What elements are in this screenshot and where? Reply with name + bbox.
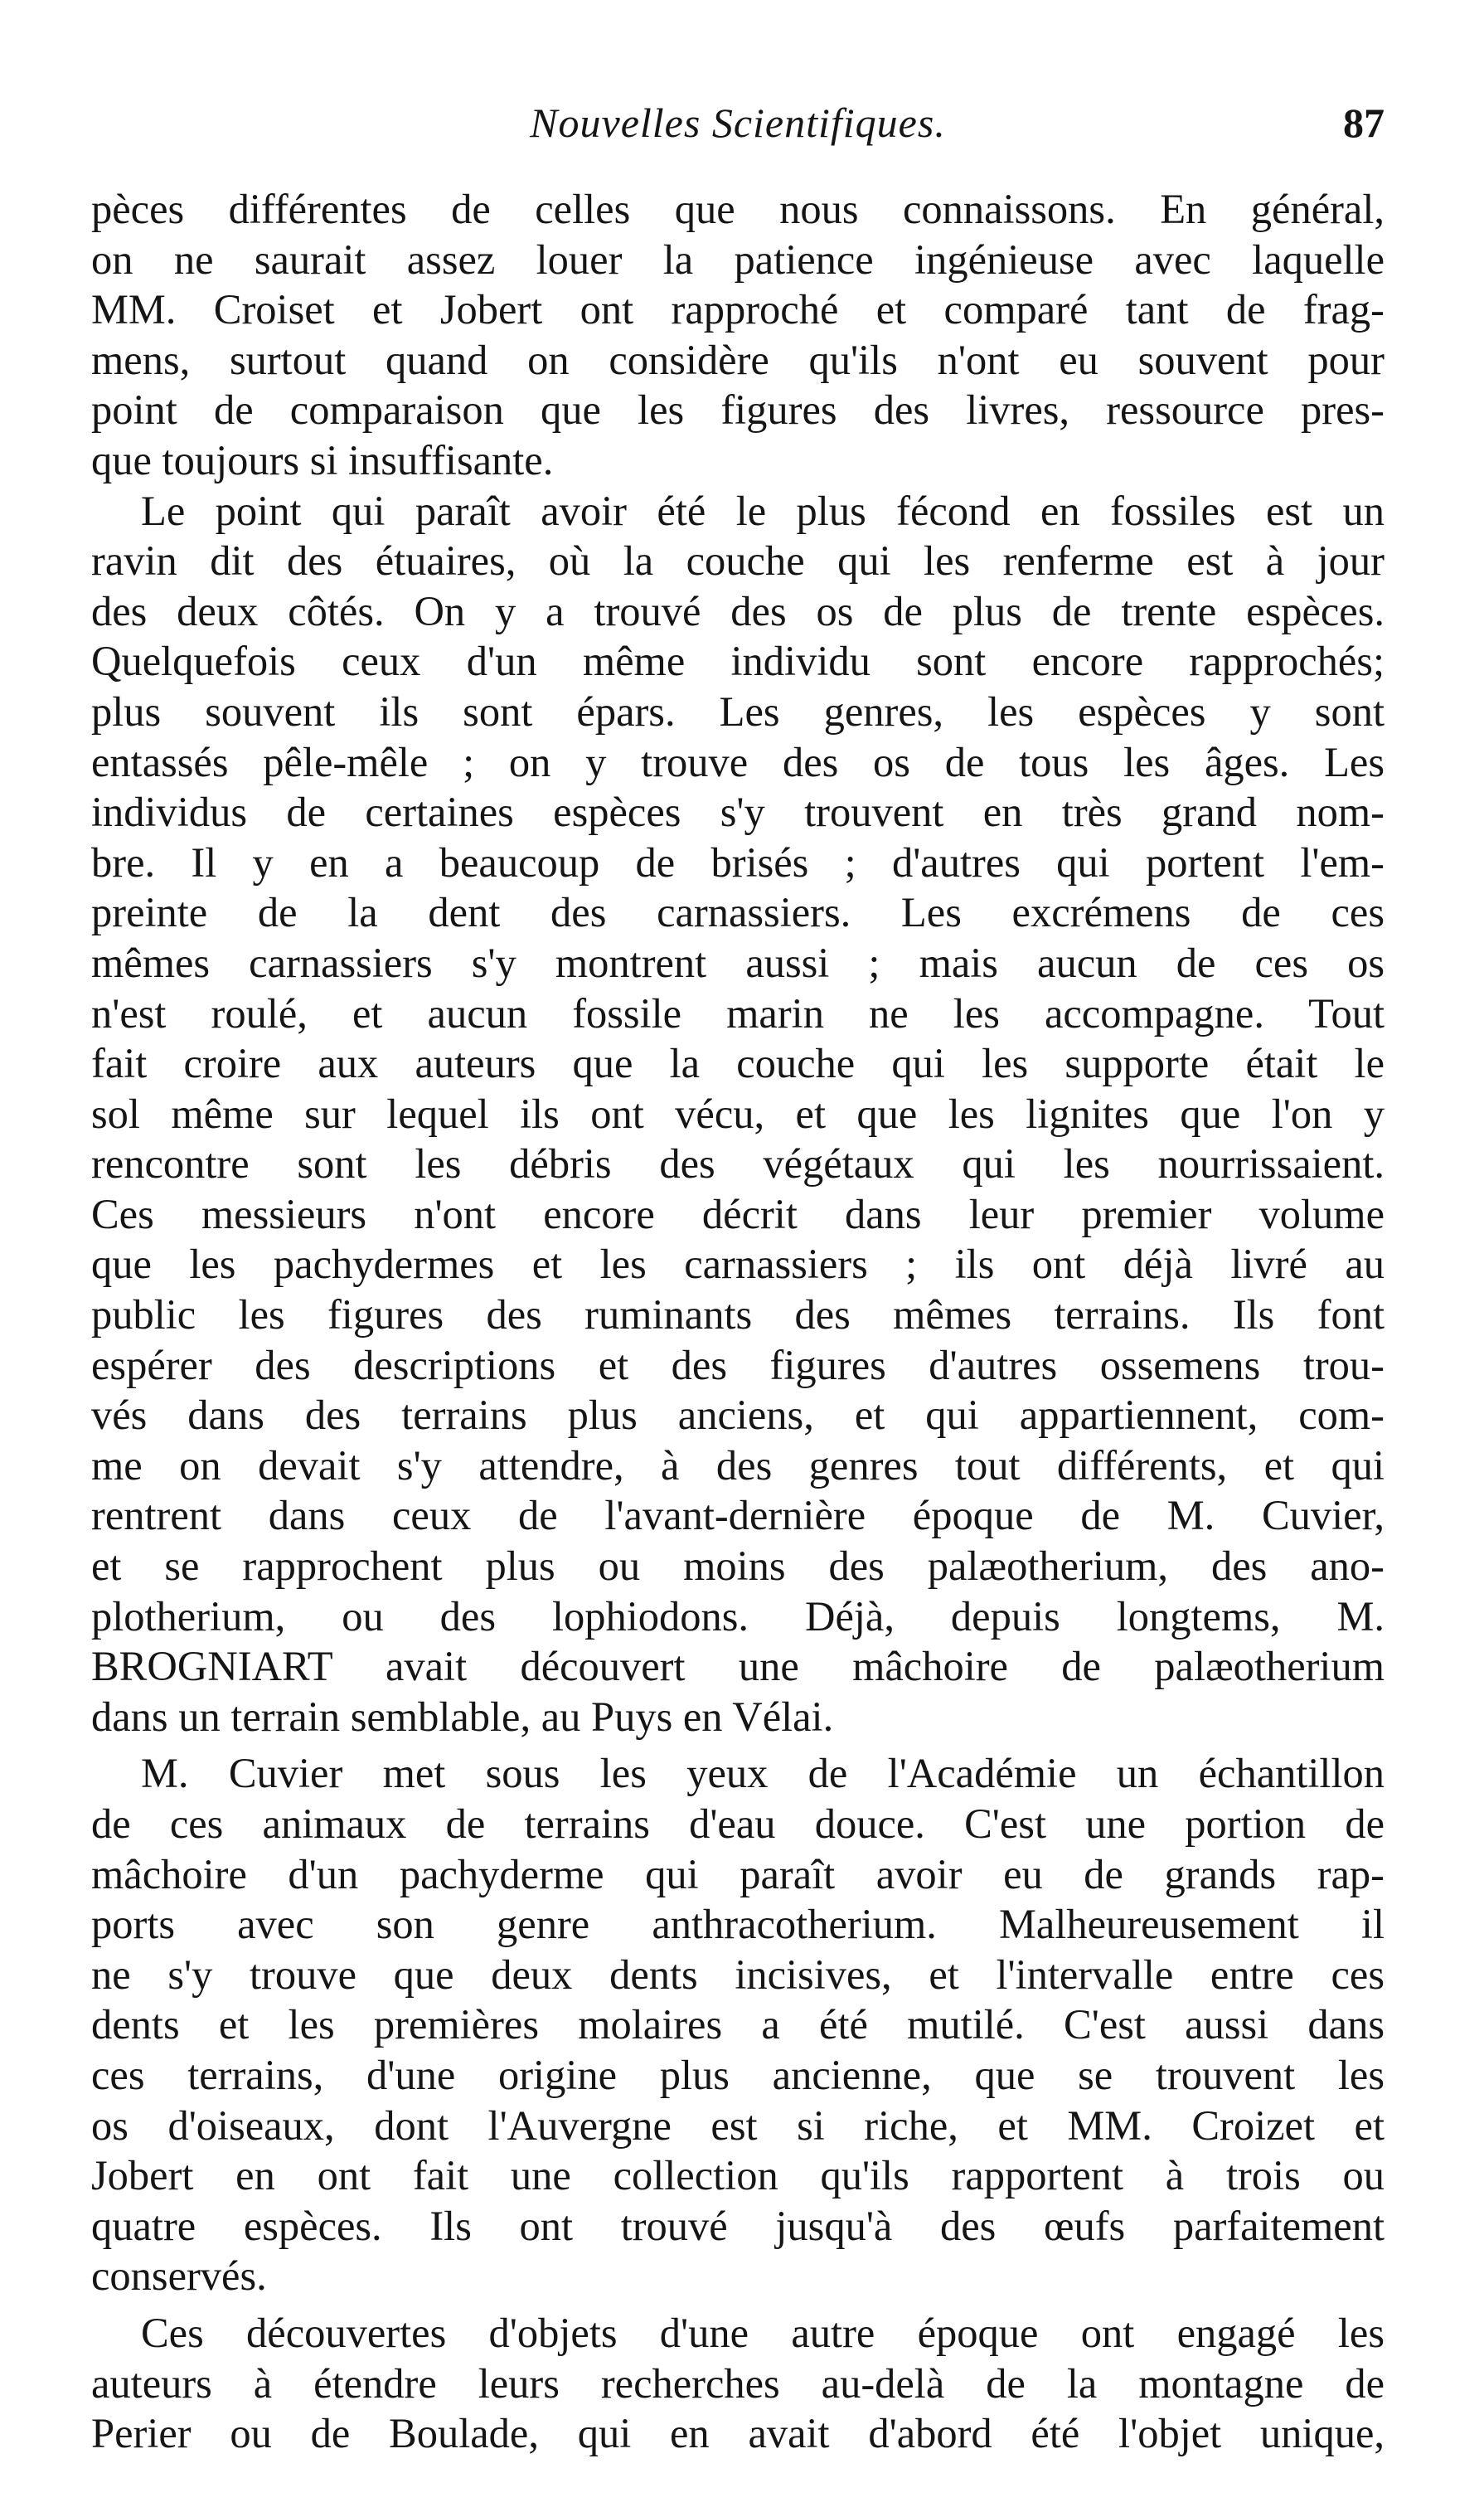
text-line: rencontre sont les débris des végétaux qui les nourrissaient. bbox=[91, 1140, 1385, 1188]
text-line: Quelquefois ceux d'un même individu sont encore rapprochés; bbox=[91, 638, 1385, 685]
text-line: que les pachydermes et les carnassiers ; ils ont déjà livré au bbox=[91, 1241, 1385, 1288]
text-line: MM. Croiset et Jobert ont rapproché et comparé tant de frag- bbox=[91, 286, 1385, 333]
paragraph-gap bbox=[91, 1742, 1385, 1748]
text-line: fait croire aux auteurs que la couche qui les supporte était le bbox=[91, 1040, 1385, 1087]
text-line: ports avec son genre anthracotherium. Malheureusement il bbox=[91, 1901, 1385, 1948]
text-line: Ces messieurs n'ont encore décrit dans leur premier volume bbox=[91, 1190, 1385, 1237]
text-line: dans un terrain semblable, au Puys en Vélai. bbox=[91, 1693, 834, 1740]
text-line: ne s'y trouve que deux dents incisives, et l'intervalle entre ces bbox=[91, 1951, 1385, 1998]
running-head bbox=[91, 98, 1385, 164]
text-line: on ne saurait assez louer la patience ingénieuse avec laquelle bbox=[91, 236, 1385, 283]
text-line: pèces différentes de celles que nous connaissons. En général, bbox=[91, 186, 1385, 232]
text-line: que toujours si insuffisante. bbox=[91, 436, 554, 483]
text-line: preinte de la dent des carnassiers. Les excrémens de ces bbox=[91, 889, 1385, 936]
page-number: 87 bbox=[1343, 100, 1385, 146]
body-text bbox=[91, 184, 1385, 2459]
text-line: ces terrains, d'une origine plus ancienne, que se trouvent les bbox=[91, 2051, 1385, 2098]
paragraph bbox=[91, 2308, 1385, 2459]
text-line: public les figures des ruminants des mêmes terrains. Ils font bbox=[91, 1291, 1385, 1339]
text-line: me on devait s'y attendre, à des genres tout différents, et qui bbox=[91, 1441, 1385, 1489]
text-line: et se rapprochent plus ou moins des palæotherium, des ano- bbox=[91, 1543, 1385, 1590]
text-line: plotherium, ou des lophiodons. Déjà, depuis longtems, M. bbox=[91, 1592, 1385, 1640]
text-line: individus de certaines espèces s'y trouvent en très grand nom- bbox=[91, 789, 1385, 836]
text-line: quatre espèces. Ils ont trouvé jusqu'à des œufs parfaitement bbox=[91, 2202, 1385, 2249]
text-line: Le point qui paraît avoir été le plus fécond en fossiles est un bbox=[141, 487, 1385, 534]
paragraph-gap bbox=[91, 2301, 1385, 2308]
text-line: sol même sur lequel ils ont vécu, et que les lignites que l'on y bbox=[91, 1090, 1385, 1137]
paragraph bbox=[91, 184, 1385, 486]
text-line: espérer des descriptions et des figures d'autres ossemens trou- bbox=[91, 1341, 1385, 1388]
text-line: Jobert en ont fait une collection qu'ils rapportent à trois ou bbox=[91, 2152, 1385, 2199]
text-line: mens, surtout quand on considère qu'ils n'ont eu souvent pour bbox=[91, 336, 1385, 383]
text-line: Ces découvertes d'objets d'une autre époque ont engagé les bbox=[141, 2309, 1385, 2356]
paragraph bbox=[91, 1748, 1385, 2301]
text-line: dents et les premières molaires a été mutilé. C'est aussi dans bbox=[91, 2001, 1385, 2048]
text-line: plus souvent ils sont épars. Les genres, les espèces y sont bbox=[91, 687, 1385, 735]
text-line: vés dans des terrains plus anciens, et qui appartiennent, com- bbox=[91, 1392, 1385, 1439]
text-line: conservés. bbox=[91, 2252, 267, 2300]
text-line: mâchoire d'un pachyderme qui paraît avoir eu de grands rap- bbox=[91, 1850, 1385, 1897]
running-title: Nouvelles Scientifiques. bbox=[530, 100, 946, 146]
text-line: rentrent dans ceux de l'avant-dernière époque de M. Cuvier, bbox=[91, 1492, 1385, 1539]
text-line: BROGNIART avait découvert une mâchoire de palæotherium bbox=[91, 1643, 1385, 1690]
text-line: M. Cuvier met sous les yeux de l'Académie un échantillon bbox=[141, 1750, 1385, 1797]
text-line: point de comparaison que les figures des livres, ressource pres- bbox=[91, 386, 1385, 434]
text-line: Perier ou de Boulade, qui en avait d'abord été l'objet unique, bbox=[91, 2410, 1385, 2457]
text-line: mêmes carnassiers s'y montrent aussi ; mais aucun de ces os bbox=[91, 939, 1385, 986]
text-line: n'est roulé, et aucun fossile marin ne les accompagne. Tout bbox=[91, 989, 1385, 1037]
text-line: bre. Il y en a beaucoup de brisés ; d'autres qui portent l'em- bbox=[91, 838, 1385, 886]
text-line: de ces animaux de terrains d'eau douce. C'est une portion de bbox=[91, 1800, 1385, 1847]
text-line: des deux côtés. On y a trouvé des os de plus de trente espèces. bbox=[91, 587, 1385, 634]
text-line: auteurs à étendre leurs recherches au-delà de la montagne de bbox=[91, 2359, 1385, 2407]
paragraph bbox=[91, 486, 1385, 1742]
text-line: ravin dit des étuaires, où la couche qui les renferme est à jour bbox=[91, 537, 1385, 585]
text-line: os d'oiseaux, dont l'Auvergne est si riche, et MM. Croizet et bbox=[91, 2101, 1385, 2149]
text-line: entassés pêle-mêle ; on y trouve des os de tous les âges. Les bbox=[91, 738, 1385, 785]
